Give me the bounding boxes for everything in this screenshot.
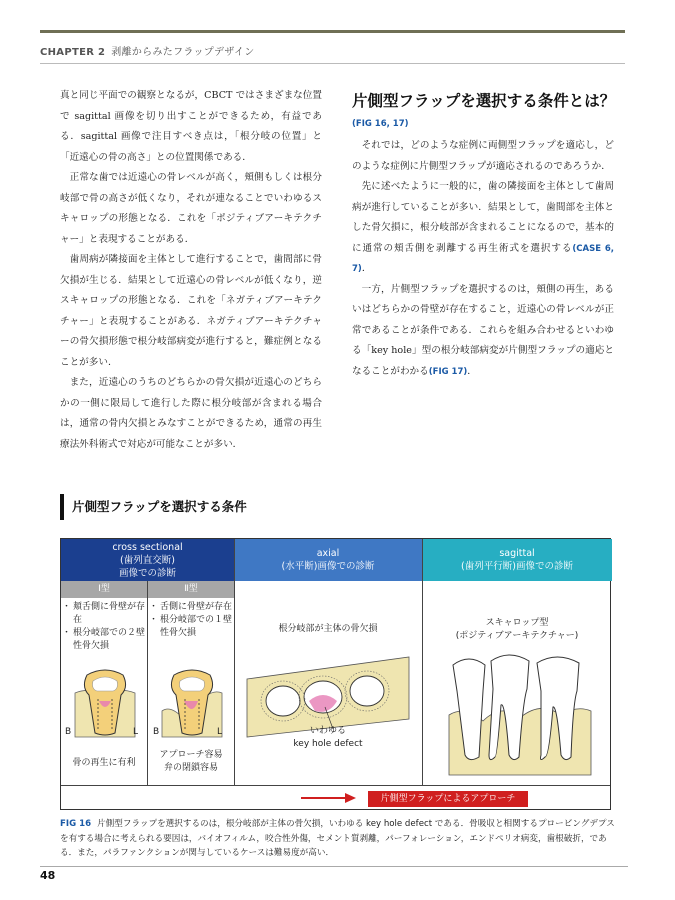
cross-sectional-subtitle: (歯列直交断) — [120, 554, 175, 566]
arrow-right-icon — [301, 792, 357, 804]
approach-label: 片側型フラップによるアプローチ — [368, 791, 528, 807]
footer-rule — [40, 866, 628, 867]
type-2-bullet-2: ・ 根分岐部での１壁性骨欠損 — [151, 614, 233, 640]
right-paragraph-3 — [352, 280, 614, 383]
approach-bar — [61, 785, 610, 809]
right-paragraph-2-end: ． — [361, 263, 372, 274]
type-1-bullet-1: ・ 頬舌側に骨壁が存在 — [64, 601, 146, 627]
case-ref[interactable]: (CASE 6, 7) — [352, 243, 615, 274]
type-1-l-label: L — [133, 727, 139, 737]
type-2-caption — [148, 749, 234, 774]
key-hole-line-2: key hole defect — [293, 738, 363, 749]
left-paragraph-3: 歯周病が隣接面を主体として進行することで，歯間部に骨欠損が生じる．結果として近遠心の骨レベルが低くなり，逆スキャロップの形態となる．これを「ネガティブアーキテクチャー」と表現することがある．ネガティブアーキテクチャーの骨欠損形態で根分岐部病変が進行すると，難症例となることが多い． — [60, 254, 322, 368]
left-paragraph-2: 正常な歯では近遠心の骨レベルが高く，頬側もしくは根分岐部で骨の高さが低くなり，それが連なることでいわゆるスキャロップの形態となる．これを「ポジティブアーキテクチャー」と表現することがある． — [60, 172, 322, 245]
chapter-title: 剥離からみたフラップデザイン — [111, 47, 255, 58]
figure-16 — [60, 538, 611, 810]
axial-caption: 根分岐部が主体の骨欠損 — [278, 624, 378, 634]
right-column — [352, 136, 614, 382]
left-paragraph-4: また，近遠心のうちのどちらかの骨欠損が近遠心のどちらかの一側に限局して進行した際に根分岐部が含まれる場合は，通常の骨内欠損とみなすことができるため，通常の再生療法外科術式で対応が可能なことが多い． — [60, 377, 322, 450]
figure-caption-text: 片側型フラップを選択するのは，根分岐部が主体の骨欠損，いわゆる key hole defect である．骨吸収と相関するプロービングデプスを有する場合に考えられる要因は，バイオフィルム，咬合性外傷，セメント質剥離，パーフォレーション，エンドペリオ病変，歯根破折，である．また，パラファンクションが関与しているケースは難易度が高い． — [60, 819, 615, 858]
heading-figure-ref[interactable]: (FIG 16, 17) — [352, 119, 409, 129]
page-number: 48 — [40, 869, 56, 882]
type-2-bullets — [151, 601, 233, 640]
axial-header — [234, 539, 422, 581]
type-1-b-label: B — [65, 727, 72, 737]
left-paragraph-1: 真と同じ平面での観察となるが，CBCT ではさまざまな位置で sagittal 画像を切り出すことができるため，有益である．sagittal 画像で注目すべき点は，「根分岐の位置」と「近遠心の骨の高さ」との位置関係である． — [60, 90, 322, 163]
chapter-number: CHAPTER 2 — [40, 47, 106, 58]
sagittal-caption — [422, 617, 612, 642]
type-1-caption: 骨の再生に有利 — [72, 758, 136, 768]
sagittal-caption-line-2: (ポジティブアーキテクチャー) — [455, 630, 579, 641]
right-column-title — [352, 91, 622, 134]
cross-sectional-title: cross sectional — [112, 541, 183, 553]
type-1-bullets — [64, 601, 146, 653]
key-hole-line-1: いわゆる — [309, 726, 346, 736]
cross-sectional-header — [61, 539, 234, 581]
type-1-tooth-illustration — [69, 667, 141, 739]
type-2-bullet-1: ・ 舌側に骨壁が存在 — [151, 601, 233, 614]
sagittal-desc: (歯列平行断)画像での診断 — [461, 561, 573, 572]
sagittal-title: sagittal — [499, 548, 535, 559]
sagittal-caption-line-1: スキャロップ型 — [485, 618, 549, 628]
right-paragraph-1: それでは，どのような症例に両側型フラップを適応し，どのような症例に片側型フラップが適応されるのであろうか． — [352, 140, 614, 172]
right-paragraph-3-text: 一方，片側型フラップを選択するのは，頬側の再生，あるいはどちらかの骨壁が存在すること，近遠心の骨レベルが正常であることが条件である．これらを組み合わせるといわゆる「key hole」型の根分岐部病変が片側型フラップの適応となることがわかる — [352, 283, 614, 377]
type-2-l-label: L — [217, 727, 223, 737]
chapter-label — [40, 43, 255, 58]
figure-section-title: 片側型フラップを選択する条件 — [60, 494, 247, 520]
key-hole-caption — [234, 725, 422, 750]
figure-caption-ref: FIG 16 — [60, 819, 92, 829]
running-header — [40, 30, 625, 64]
type-2-label: Ⅱ型 — [148, 581, 234, 598]
section-heading: 片側型フラップを選択する条件とは？ — [352, 92, 616, 110]
col-divider-2 — [422, 539, 423, 785]
sagittal-teeth-illustration — [445, 645, 595, 777]
type-2-caption-line-1: アプローチ容易 — [159, 750, 223, 760]
left-column — [60, 86, 322, 455]
type-1-label: Ⅰ型 — [61, 581, 147, 598]
type-2-b-label: B — [153, 727, 160, 737]
axial-desc: (水平断)画像での診断 — [281, 561, 375, 572]
right-paragraph-2 — [352, 177, 614, 280]
type-1-bullet-2: ・ 根分岐部での２壁性骨欠損 — [64, 627, 146, 653]
cross-sectional-desc: 画像での診断 — [118, 567, 176, 579]
type-2-caption-line-2: 弁の閉鎖容易 — [163, 762, 218, 773]
axial-title: axial — [316, 548, 340, 559]
fig17-ref[interactable]: (FIG 17) — [428, 366, 468, 377]
figure-caption — [60, 817, 615, 861]
right-paragraph-3-end: ． — [467, 365, 477, 377]
right-paragraph-2-text: 先に述べたように一般的に，歯の隣接面を主体として歯周病が進行していることが多い．結果として，歯間部を主体とした骨欠損に，根分岐部が含まれることになるので，基本的に通常の頬舌側を剥離する再生術式を選択する — [352, 181, 614, 254]
header-rule — [40, 63, 625, 64]
sagittal-header — [422, 539, 612, 581]
